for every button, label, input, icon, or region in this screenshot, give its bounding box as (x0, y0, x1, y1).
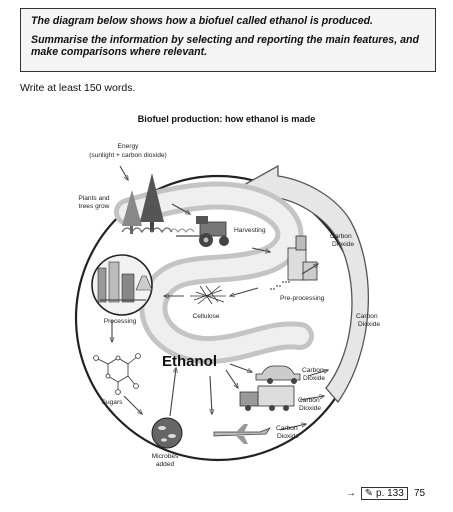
co2-label-2b: Dioxide (358, 321, 380, 328)
processing-label: Processing (103, 318, 137, 325)
co2-label-plane-a: Carbon (276, 425, 298, 432)
diagram-title: Biofuel production: how ethanol is made (137, 114, 316, 124)
plants-label-2: trees grow (78, 203, 110, 210)
cellulose-label: Cellulose (192, 313, 220, 320)
preprocessing-label: Pre-processing (280, 295, 325, 302)
co2-label-1a: Carbon (330, 233, 352, 240)
ethanol-label: Ethanol (162, 353, 217, 370)
page-reference[interactable] (346, 487, 408, 500)
task-line-2: Summarise the information by selecting and reporting the main features, and make comparisons where relevant. (31, 33, 419, 58)
arrow-right-icon: → (346, 488, 356, 499)
co2-label-truck-b: Dioxide (299, 405, 321, 412)
sugars-label: Sugars (101, 399, 123, 406)
pencil-icon: ✎ (364, 488, 374, 499)
harvesting-label: Harvesting (234, 227, 266, 234)
co2-label-car-a: Carbon (302, 367, 324, 374)
word-count-instruction: Write at least 150 words. (20, 82, 136, 94)
co2-label-car-b: Dioxide (303, 375, 325, 382)
page-number: 75 (414, 488, 426, 499)
microbes-label-2: added (155, 461, 175, 468)
microbes-label-1: Microbes (151, 453, 179, 460)
energy-sub-label: (sunlight + carbon dioxide) (89, 152, 167, 159)
plants-label-1: Plants and (78, 195, 110, 202)
co2-label-plane-b: Dioxide (277, 433, 299, 440)
processing-plant-icon (92, 255, 152, 315)
microbes-icon (152, 418, 182, 448)
co2-label-truck-a: Carbon (298, 397, 320, 404)
co2-label-1b: Dioxide (332, 241, 354, 248)
task-line-1: The diagram below shows how a biofuel called ethanol is produced. (31, 15, 373, 27)
reference-box[interactable] (361, 487, 408, 500)
energy-label: Energy (117, 143, 139, 150)
co2-label-2a: Carbon (356, 313, 378, 320)
reference-page: p. 133 (375, 488, 404, 499)
